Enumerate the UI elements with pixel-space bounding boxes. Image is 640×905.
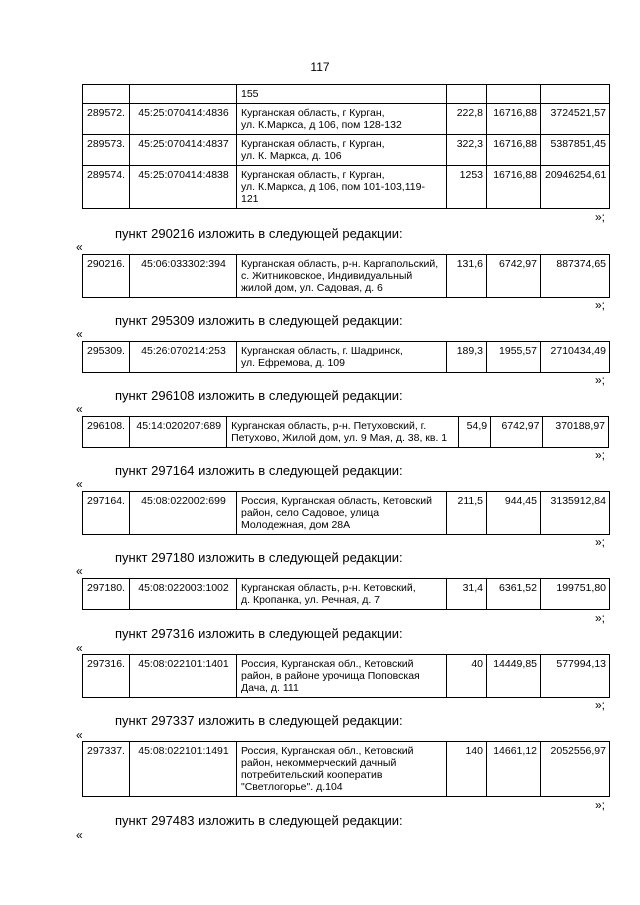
opening-quote: « [76,828,83,842]
amendment-instruction: пункт 297337 изложить в следующей редакции: [115,713,403,728]
closing-quote: »; [595,698,606,712]
register-table-297316 [82,654,610,698]
rate: 14661,12 [487,742,541,797]
area: 211,5 [447,492,487,535]
value: 199751,80 [541,579,610,610]
table-row [83,166,610,209]
table-row [83,492,610,535]
amendment-instruction: пункт 297164 изложить в следующей редакции: [115,463,403,478]
value: 3135912,84 [541,492,610,535]
rate: 6742,97 [487,255,541,298]
amendment-instruction: пункт 290216 изложить в следующей редакции: [115,226,403,241]
value: 887374,65 [541,255,610,298]
address: Курганская область, р-н. Кетовский, д. Кропанка, ул. Речная, д. 7 [237,579,447,610]
area: 131,6 [447,255,487,298]
value: 2710434,49 [541,342,610,373]
cadastral-number: 45:06:033302:394 [130,255,237,298]
amendment-instruction: пункт 297483 изложить в следующей редакции: [115,813,403,828]
rate [487,85,541,104]
value [541,85,610,104]
closing-quote: »; [595,535,606,549]
table-row [83,579,610,610]
item-number: 289572. [83,104,130,135]
register-table-297180 [82,578,610,610]
rate: 16716,88 [487,135,541,166]
register-table-295309 [82,341,610,373]
rate: 6742,97 [491,417,543,448]
table-row [83,742,610,797]
address: Россия, Курганская область, Кетовский район, село Садовое, улица Молодежная, дом 28А [237,492,447,535]
table-row [83,342,610,373]
rate: 944,45 [487,492,541,535]
closing-quote: »; [595,798,606,812]
opening-quote: « [76,728,83,742]
table-row [83,655,610,698]
area: 31,4 [447,579,487,610]
opening-quote: « [76,402,83,416]
amendment-instruction: пункт 297180 изложить в следующей редакции: [115,550,403,565]
address: 155 [237,85,447,104]
rate: 1955,57 [487,342,541,373]
closing-quote: »; [595,373,606,387]
cadastral-number: 45:25:070414:4836 [130,104,237,135]
rate: 16716,88 [487,166,541,209]
address: Россия, Курганская обл., Кетовский район, в районе урочища Поповская Дача, д. 111 [237,655,447,698]
amendment-instruction: пункт 296108 изложить в следующей редакции: [115,388,403,403]
register-table-296108 [82,416,609,448]
area: 222,8 [447,104,487,135]
closing-quote: »; [595,611,606,625]
table-row [83,255,610,298]
address: Россия, Курганская обл., Кетовский район, некоммерческий дачный потребительский кооператив "Светлогорье". д.104 [237,742,447,797]
closing-quote: »; [595,210,606,224]
address: Курганская область, р-н. Петуховский, г. Петухово, Жилой дом, ул. 9 Мая, д. 38, кв. 1 [227,417,459,448]
area [447,85,487,104]
cadastral-number: 45:08:022003:1002 [130,579,237,610]
amendment-instruction: пункт 295309 изложить в следующей редакции: [115,313,403,328]
address: Курганская область, г Курган, ул. К.Маркса, д 106, пом 101-103,119- 121 [237,166,447,209]
opening-quote: « [76,641,83,655]
opening-quote: « [76,240,83,254]
cadastral-number [130,85,237,104]
cadastral-number: 45:14:020207:689 [130,417,227,448]
item-number: 290216. [83,255,130,298]
cadastral-number: 45:08:022101:1491 [130,742,237,797]
value: 3724521,57 [541,104,610,135]
area: 40 [447,655,487,698]
item-number: 289573. [83,135,130,166]
item-number: 297316. [83,655,130,698]
register-table-297337 [82,741,610,797]
item-number: 297180. [83,579,130,610]
address: Курганская область, г Курган, ул. К. Маркса, д. 106 [237,135,447,166]
table-row [83,104,610,135]
amendment-instruction: пункт 297316 изложить в следующей редакции: [115,626,403,641]
address: Курганская область, г. Шадринск, ул. Ефремова, д. 109 [237,342,447,373]
cadastral-number: 45:26:070214:253 [130,342,237,373]
item-number: 297164. [83,492,130,535]
value: 2052556,97 [541,742,610,797]
item-number: 296108. [83,417,130,448]
register-table-top [82,84,610,209]
opening-quote: « [76,477,83,491]
rate: 6361,52 [487,579,541,610]
value: 20946254,61 [541,166,610,209]
page-number: 117 [310,60,330,74]
cadastral-number: 45:08:022101:1401 [130,655,237,698]
area: 322,3 [447,135,487,166]
table-row [83,417,609,448]
area: 189,3 [447,342,487,373]
item-number: 295309. [83,342,130,373]
opening-quote: « [76,564,83,578]
value: 577994,13 [541,655,610,698]
rate: 16716,88 [487,104,541,135]
cadastral-number: 45:08:022002:699 [130,492,237,535]
item-number [83,85,130,104]
address: Курганская область, г Курган, ул. К.Маркса, д 106, пом 128-132 [237,104,447,135]
item-number: 297337. [83,742,130,797]
closing-quote: »; [595,448,606,462]
value: 5387851,45 [541,135,610,166]
opening-quote: « [76,327,83,341]
rate: 14449,85 [487,655,541,698]
area: 140 [447,742,487,797]
cadastral-number: 45:25:070414:4837 [130,135,237,166]
register-table-290216 [82,254,610,298]
table-row [83,135,610,166]
cadastral-number: 45:25:070414:4838 [130,166,237,209]
value: 370188,97 [543,417,609,448]
item-number: 289574. [83,166,130,209]
address: Курганская область, р-н. Каргапольский, с. Житниковское, Индивидуальный жилой дом, ул. Садовая, д. 6 [237,255,447,298]
area: 1253 [447,166,487,209]
table-row [83,85,610,104]
register-table-297164 [82,491,610,535]
closing-quote: »; [595,298,606,312]
area: 54,9 [458,417,490,448]
